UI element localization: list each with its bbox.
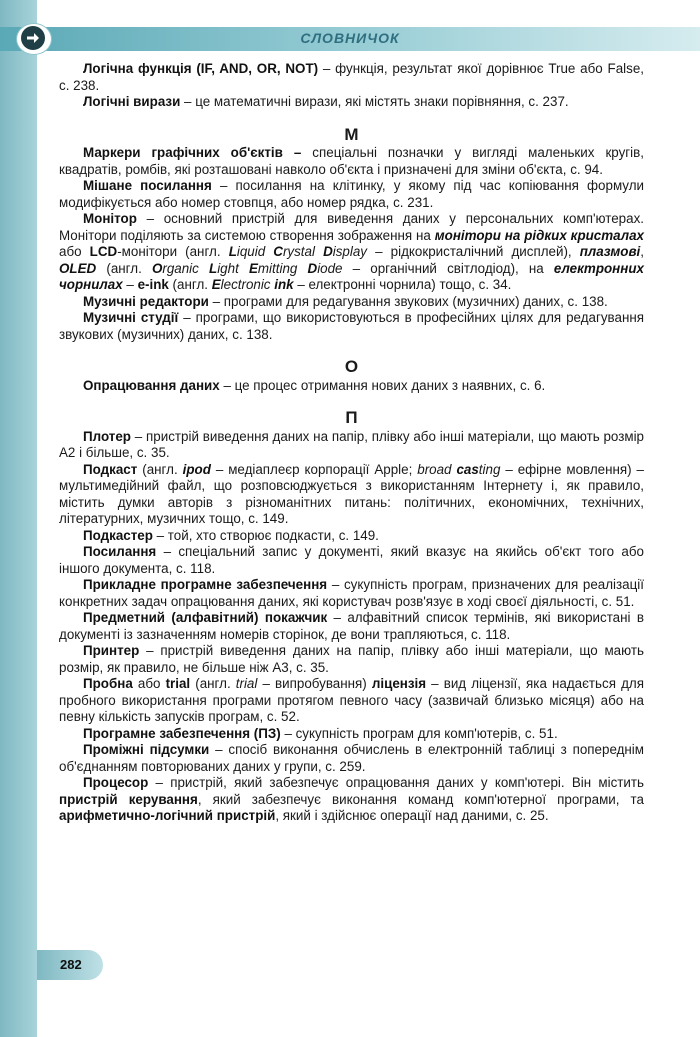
glossary-entry: Опрацювання даних – це процес отримання нових даних з наявних, с. 6. <box>83 377 546 393</box>
glossary-entry: Подкастер – той, хто створює подкасти, с. 149. <box>83 527 379 543</box>
glossary-entry: Процесор – пристрій, який забезпечує опрацювання даних у комп'ютері. Він містить пристрій керування, який забезпечує виконання команд комп'ютерної програми, та арифметично-логічний пристрій, який і здійснює операції над даними, с. 25. <box>59 775 644 823</box>
section-title: СЛОВНИЧОК <box>300 30 400 46</box>
glossary-entry: Музичні редактори – програми для редагування звукових (музичних) даних, с. 138. <box>83 293 608 309</box>
section-letter: М <box>344 124 359 144</box>
section-letter: О <box>344 357 359 376</box>
glossary-entry: Логічна функція (IF, AND, OR, NOT) – функція, результат якої дорівнює True або False, с. 238. <box>59 61 645 93</box>
glossary-entry: Прикладне програмне забезпечення – сукупність програм, призначених для реалізації конкретних задач опрацювання даних, які користувач розв'язує в ході своєї діяльності, с. 51. <box>59 577 644 609</box>
glossary-entry: Принтер – пристрій виведення даних на папір, плівку або інші матеріали, що мають розмір, як правило, не більше ніж А3, с. 35. <box>59 643 644 675</box>
section-letter: П <box>345 408 358 427</box>
glossary-entry: Пробна або trial (англ. trial – випробування) ліцензія – вид ліцензії, яка надається для пробного використання програми протягом певного часу (зазвичай близько місяця) або на певну кількість запусків програм, с. 52. <box>59 676 644 724</box>
arrow-right-icon <box>21 26 45 50</box>
glossary-entry: Монітор – основний пристрій для виведення даних у персональних комп'ютерах. Монітори поділяють за системою створення зображення на монітори на рідких кристалах або LCD-монітори (англ. Liquid Crystal Display – рідкокристалічний дисплей), плазмові, OLED (англ. Organic Light Emitting Diode – органічний світлодіод), на електронних чорнилах – e-ink (англ. Electronic ink – електронні чорнила) тощо, с. 34. <box>59 211 644 292</box>
glossary-entry: Посилання – спеціальний запис у документі, який вказує на якийсь об'єкт того або іншого документа, с. 118. <box>59 544 644 576</box>
glossary-entry: Мішане посилання – посилання на клітинку, у якому під час копіювання формули модифікується або номер стовпця, або номер рядка, с. 231. <box>59 178 645 210</box>
page-number: 282 <box>60 957 82 972</box>
glossary-entry: Подкаст (англ. ipod – медіаплеєр корпорації Apple; broad casting – ефірне мовлення) – мультимедійний файл, що розповсюджується з використанням Інтернету і, як правило, містить думки авторів з різноманітних питань: політичних, економічних, технічних, літературних, музичних тощо, с. 149. <box>59 461 645 526</box>
glossary-entry: Музичні студії – програми, що використовуються в професійних цілях для редагування звукових (музичних) даних, с. 138. <box>59 310 644 342</box>
glossary-entry: Маркери графічних об'єктів – спеціальні позначки у вигляді маленьких кругів, квадратів, ромбів, які розташовані навколо об'єкта і призначені для зміни об'єкта, с. 94. <box>59 145 644 177</box>
glossary-entry: Плотер – пристрій виведення даних на папір, плівку або інші матеріали, що мають розмір А2 і більше, с. 35. <box>59 428 644 460</box>
glossary-entry: Предметний (алфавітний) покажчик – алфавітний список термінів, які використані в документі із зазначенням номерів сторінок, де вони трапляються, с. 118. <box>59 610 644 642</box>
glossary-entry: Проміжні підсумки – спосіб виконання обчислень в електронній таблиці з попереднім об'єднанням повторюваних даних у групи, с. 259. <box>59 742 644 774</box>
left-margin-bar <box>0 0 37 1037</box>
section-header <box>0 27 700 51</box>
glossary-entry: Логічні вирази – це математичні вирази, які містять знаки порівняння, с. 237. <box>83 94 569 109</box>
glossary-content <box>59 61 644 825</box>
glossary-entry: Програмне забезпечення (ПЗ) – сукупність програм для комп'ютерів, с. 51. <box>83 725 558 741</box>
